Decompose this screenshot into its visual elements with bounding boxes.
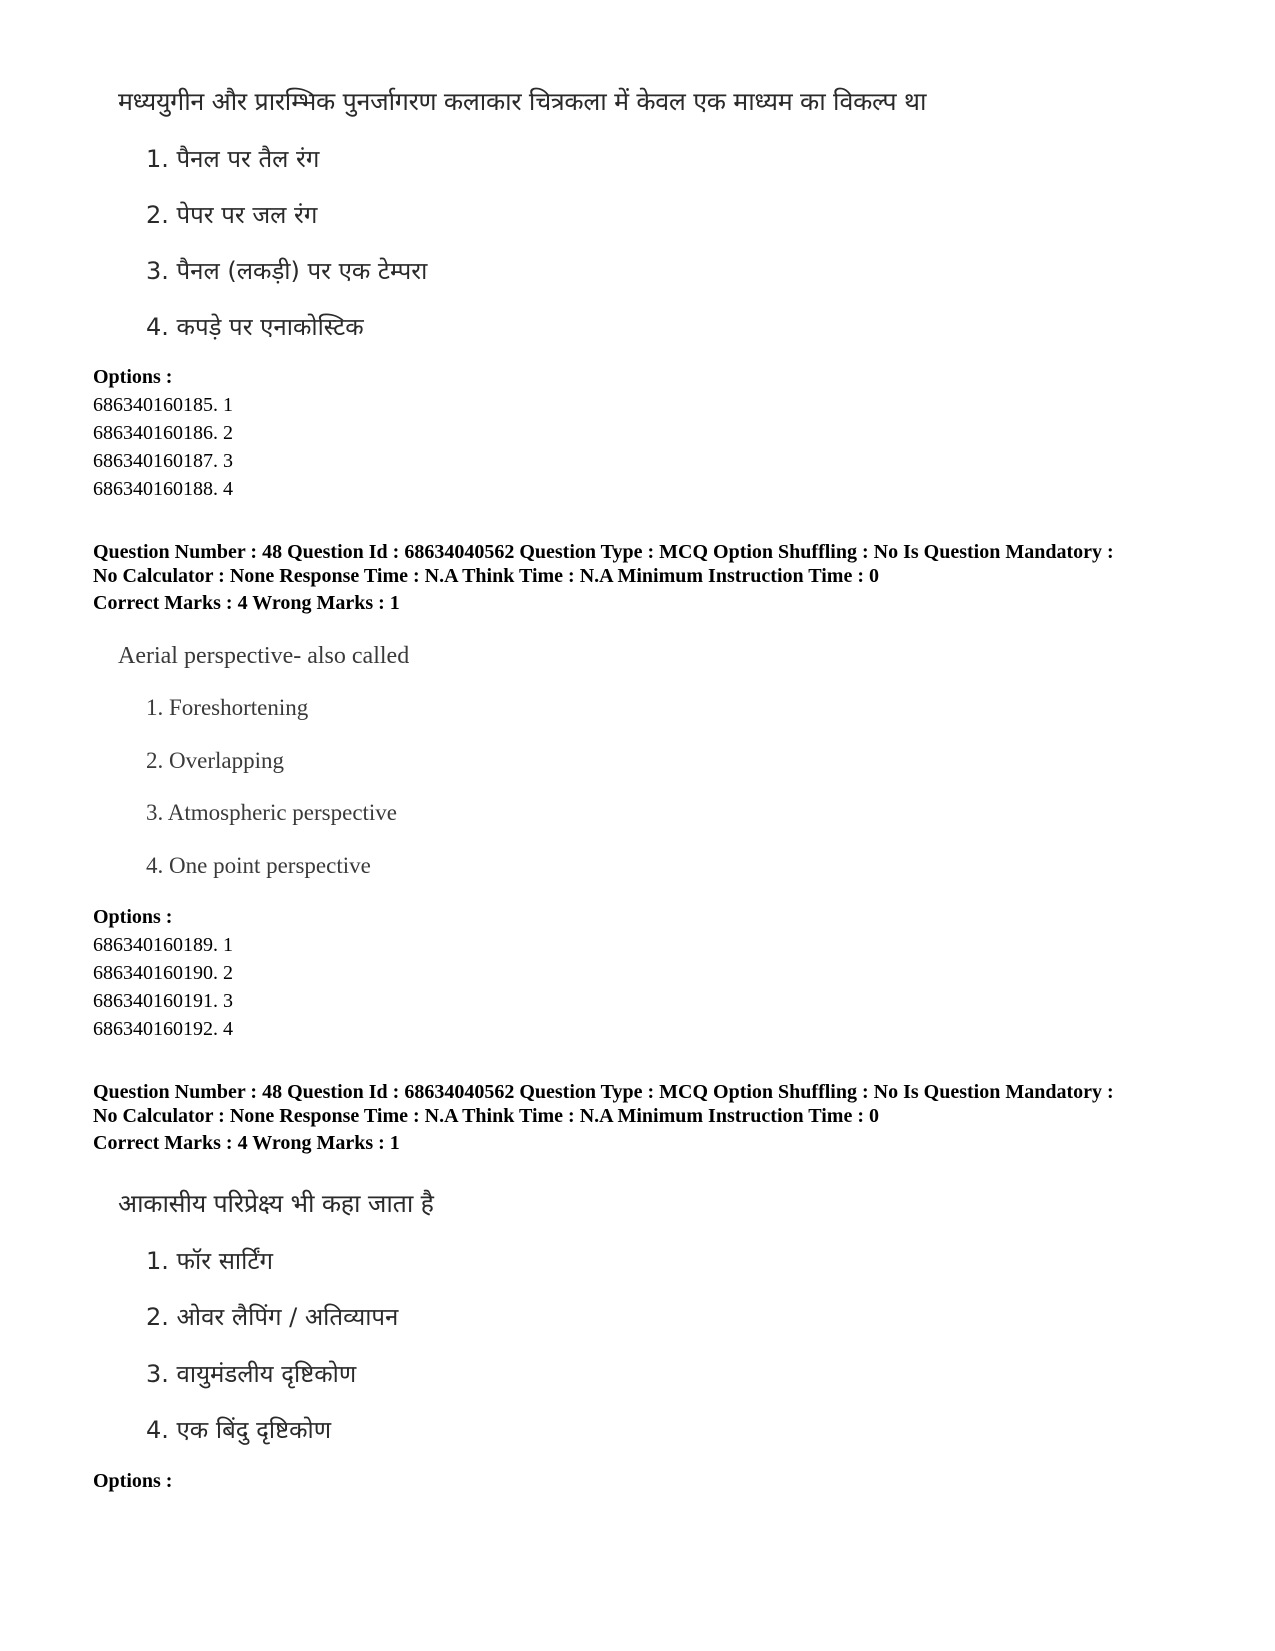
option-row: 686340160185. 1 (93, 394, 233, 416)
choice-item: 2. ओवर लैपिंग / अतिव्यापन (146, 1303, 399, 1331)
option-row: 686340160186. 2 (93, 422, 233, 444)
marks-line: Correct Marks : 4 Wrong Marks : 1 (93, 592, 400, 614)
option-row: 686340160192. 4 (93, 1018, 233, 1040)
option-row: 686340160190. 2 (93, 962, 233, 984)
choice-item: 4. कपड़े पर एनाकोस्टिक (146, 313, 364, 341)
options-label: Options : (93, 906, 173, 928)
choice-item: 3. पैनल (लकड़ी) पर एक टेम्परा (146, 257, 428, 285)
choice-item: 4. एक बिंदु दृष्टिकोण (146, 1416, 332, 1444)
question-header-line2: No Calculator : None Response Time : N.A Think Time : N.A Minimum Instruction Time : 0 (93, 1105, 879, 1127)
options-label: Options : (93, 1470, 173, 1492)
choice-item: 2. Overlapping (146, 748, 284, 773)
choice-item: 1. Foreshortening (146, 695, 309, 720)
question-header-line1: Question Number : 48 Question Id : 68634040562 Question Type : MCQ Option Shuffling : No Is Question Mandatory : (93, 541, 1114, 563)
choice-item: 1. पैनल पर तैल रंग (146, 145, 320, 173)
option-row: 686340160187. 3 (93, 450, 233, 472)
choice-item: 3. Atmospheric perspective (146, 800, 398, 825)
choice-item: 3. वायुमंडलीय दृष्टिकोण (146, 1360, 357, 1388)
option-row: 686340160188. 4 (93, 478, 233, 500)
option-row: 686340160191. 3 (93, 990, 233, 1012)
question-header-line2: No Calculator : None Response Time : N.A Think Time : N.A Minimum Instruction Time : 0 (93, 565, 879, 587)
question-header-line1: Question Number : 48 Question Id : 68634040562 Question Type : MCQ Option Shuffling : No Is Question Mandatory : (93, 1081, 1114, 1103)
choice-item: 2. पेपर पर जल रंग (146, 201, 318, 229)
marks-line: Correct Marks : 4 Wrong Marks : 1 (93, 1132, 400, 1154)
choice-item: 1. फॉर सार्टिंग (146, 1247, 273, 1275)
option-row: 686340160189. 1 (93, 934, 233, 956)
choice-item: 4. One point perspective (146, 853, 371, 878)
question-stem: Aerial perspective- also called (118, 643, 410, 669)
question-stem: आकासीय परिप्रेक्ष्य भी कहा जाता है (118, 1189, 434, 1218)
question-stem: मध्ययुगीन और प्रारम्भिक पुनर्जागरण कलाकार चित्रकला में केवल एक माध्यम का विकल्प था (118, 87, 927, 116)
options-label: Options : (93, 366, 173, 388)
